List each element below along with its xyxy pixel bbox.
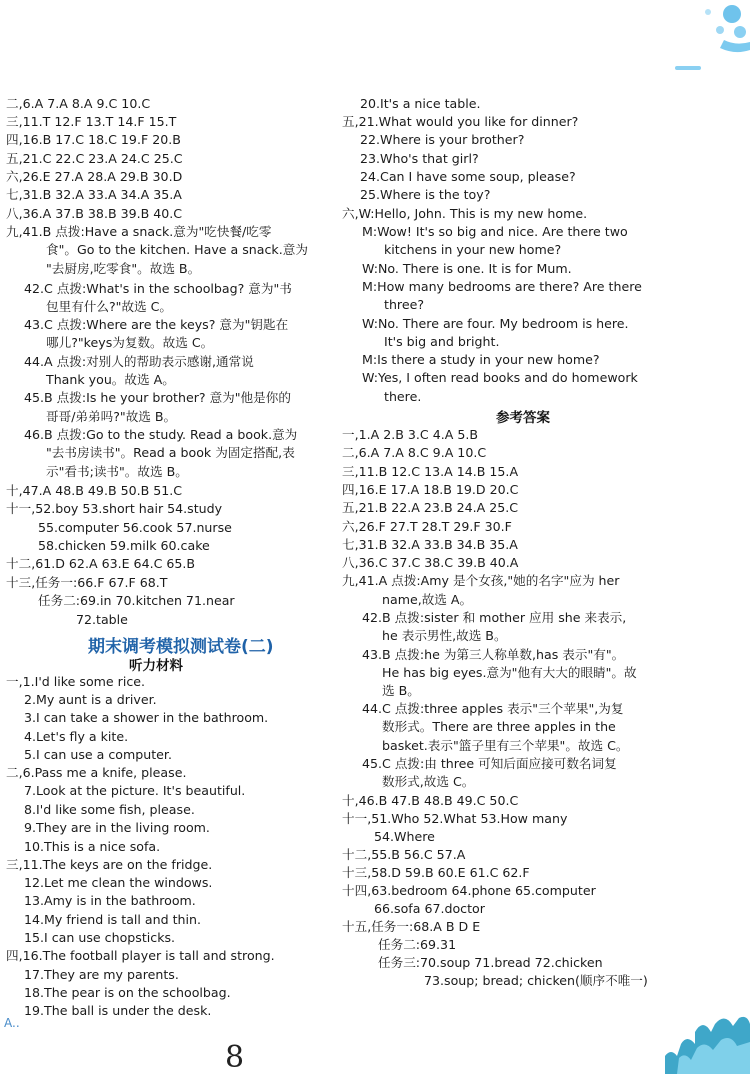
dialogue-line: M:Is there a study in your new home? xyxy=(362,352,600,367)
answer-line: 任务二:69.in 70.kitchen 71.near xyxy=(38,593,235,608)
answer-line: 十四,63.bedroom 64.phone 65.computer xyxy=(342,883,596,898)
dialogue-line: kitchens in your new home? xyxy=(384,242,562,257)
answer-line: "去书房读书"。Read a book 为固定搭配,表 xyxy=(46,445,295,460)
listening-line: 10.This is a nice sofa. xyxy=(24,839,161,854)
answer-line: he 表示男性,故选 B。 xyxy=(382,628,507,643)
listening-line: 3.I can take a shower in the bathroom. xyxy=(24,710,269,725)
dialogue-line: W:No. There are four. My bedroom is here. xyxy=(362,316,629,331)
answer-line: 73.soup; bread; chicken(顺序不唯一) xyxy=(424,973,648,988)
answer-line: 哪儿?"keys为复数。故选 C。 xyxy=(46,335,214,350)
answer-line: 六,26.E 27.A 28.A 29.B 30.D xyxy=(6,169,183,184)
listening-line: 9.They are in the living room. xyxy=(24,820,210,835)
listening-line: 二,6.Pass me a knife, please. xyxy=(6,765,187,780)
answer-line: 42.B 点拨:sister 和 mother 应用 she 来表示, xyxy=(362,610,627,625)
answer-line: 任务二:69.31 xyxy=(378,937,457,952)
splash-decoration-top-right xyxy=(680,0,750,64)
answer-line: 45.B 点拨:Is he your brother? 意为"他是你的 xyxy=(24,390,291,405)
listening-line: 三,11.The keys are on the fridge. xyxy=(6,857,213,872)
listening-line: 25.Where is the toy? xyxy=(360,187,491,202)
answer-line: He has big eyes.意为"他有大大的眼睛"。故 xyxy=(382,665,637,680)
dialogue-line: M:How many bedrooms are there? Are there xyxy=(362,279,642,294)
answer-line: 数形式,故选 C。 xyxy=(382,774,475,789)
answer-line: 八,36.C 37.C 38.C 39.B 40.A xyxy=(342,555,519,570)
answer-line: 十一,52.boy 53.short hair 54.study xyxy=(6,501,223,516)
listening-line: 2.My aunt is a driver. xyxy=(24,692,157,707)
answer-line: 食"。Go to the kitchen. Have a snack.意为 xyxy=(46,242,308,257)
answer-line: 十,46.B 47.B 48.B 49.C 50.C xyxy=(342,793,519,808)
dialogue-line: there. xyxy=(384,389,422,404)
listening-line: 22.Where is your brother? xyxy=(360,132,525,147)
answer-line: 十,47.A 48.B 49.B 50.B 51.C xyxy=(6,483,183,498)
dialogue-line: M:Wow! It's so big and nice. Are there two xyxy=(362,224,628,239)
answer-line: 示"看书;读书"。故选 B。 xyxy=(46,464,188,479)
answer-line: 五,21.B 22.A 23.B 24.A 25.C xyxy=(342,500,519,515)
listening-line: 一,1.I'd like some rice. xyxy=(6,674,146,689)
answer-line: 八,36.A 37.B 38.B 39.B 40.C xyxy=(6,206,183,221)
castle-decoration-bottom-right xyxy=(665,1004,750,1078)
dialogue-line: It's big and bright. xyxy=(384,334,500,349)
bottom-left-mark: A.. xyxy=(4,1016,20,1030)
answer-line: 三,11.T 12.F 13.T 14.F 15.T xyxy=(6,114,177,129)
listening-line: 19.The ball is under the desk. xyxy=(24,1003,212,1018)
answer-line: 哥哥/弟弟吗?"故选 B。 xyxy=(46,409,177,424)
answer-line: Thank you。故选 A。 xyxy=(46,372,175,387)
answer-line: 九,41.B 点拨:Have a snack.意为"吃快餐/吃零 xyxy=(6,224,272,239)
answer-line: "去厨房,吃零食"。故选 B。 xyxy=(46,261,201,276)
answer-line: 43.C 点拨:Where are the keys? 意为"钥匙在 xyxy=(24,317,289,332)
answer-line: 43.B 点拨:he 为第三人称单数,has 表示"有"。 xyxy=(362,647,625,662)
answer-line: 十三,58.D 59.B 60.E 61.C 62.F xyxy=(342,865,530,880)
exam-title: 期末调考模拟测试卷(二) xyxy=(88,637,274,657)
answer-line: 三,11.B 12.C 13.A 14.B 15.A xyxy=(342,464,519,479)
listening-line: 12.Let me clean the windows. xyxy=(24,875,213,890)
answers-title: 参考答案 xyxy=(496,410,550,426)
answer-line: 一,1.A 2.B 3.C 4.A 5.B xyxy=(342,427,478,442)
answer-line: 任务三:70.soup 71.bread 72.chicken xyxy=(378,955,603,970)
listening-line: 4.Let's fly a kite. xyxy=(24,729,129,744)
listening-line: 7.Look at the picture. It's beautiful. xyxy=(24,783,246,798)
answer-line: 45.C 点拨:由 three 可知后面应接可数名词复 xyxy=(362,756,617,771)
answer-line: 44.C 点拨:three apples 表示"三个苹果",为复 xyxy=(362,701,624,716)
answer-line: 54.Where xyxy=(374,829,435,844)
dialogue-line: 六,W:Hello, John. This is my new home. xyxy=(342,206,588,221)
answer-line: 数形式。There are three apples in the xyxy=(382,719,616,734)
listening-line: 四,16.The football player is tall and strong. xyxy=(6,948,275,963)
answer-line: 七,31.B 32.A 33.B 34.B 35.A xyxy=(342,537,518,552)
dialogue-line: W:Yes, I often read books and do homework xyxy=(362,370,638,385)
answer-line: 55.computer 56.cook 57.nurse xyxy=(38,520,232,535)
listening-line: 五,21.What would you like for dinner? xyxy=(342,114,579,129)
answer-line: 选 B。 xyxy=(382,683,420,698)
answer-line: 46.B 点拨:Go to the study. Read a book.意为 xyxy=(24,427,298,442)
answer-line: name,故选 A。 xyxy=(382,592,473,607)
listening-line: 18.The pear is on the schoolbag. xyxy=(24,985,231,1000)
listening-line: 20.It's a nice table. xyxy=(360,96,481,111)
listening-line: 24.Can I have some soup, please? xyxy=(360,169,576,184)
answer-line: 十二,61.D 62.A 63.E 64.C 65.B xyxy=(6,556,196,571)
answer-line: 四,16.B 17.C 18.C 19.F 20.B xyxy=(6,132,181,147)
page-number: 8 xyxy=(225,1040,245,1075)
listening-line: 5.I can use a computer. xyxy=(24,747,172,762)
answer-line: 十五,任务一:68.A B D E xyxy=(342,919,481,934)
answer-line: 72.table xyxy=(76,612,128,627)
answer-line: 十三,任务一:66.F 67.F 68.T xyxy=(6,575,168,590)
listening-line: 13.Amy is in the bathroom. xyxy=(24,893,196,908)
listening-title: 听力材料 xyxy=(129,658,183,674)
answer-line: 二,6.A 7.A 8.A 9.C 10.C xyxy=(6,96,151,111)
answer-line: 66.sofa 67.doctor xyxy=(374,901,485,916)
answer-line: 58.chicken 59.milk 60.cake xyxy=(38,538,210,553)
blue-dash-decoration xyxy=(675,66,701,70)
dialogue-line: three? xyxy=(384,297,425,312)
listening-line: 15.I can use chopsticks. xyxy=(24,930,176,945)
answer-line: 五,21.C 22.C 23.A 24.C 25.C xyxy=(6,151,183,166)
answer-line: 七,31.B 32.A 33.A 34.A 35.A xyxy=(6,187,182,202)
answer-line: 十二,55.B 56.C 57.A xyxy=(342,847,466,862)
listening-line: 17.They are my parents. xyxy=(24,967,179,982)
answer-line: 42.C 点拨:What's in the schoolbag? 意为"书 xyxy=(24,281,292,296)
listening-line: 8.I'd like some fish, please. xyxy=(24,802,195,817)
answer-line: basket.表示"篮子里有三个苹果"。故选 C。 xyxy=(382,738,629,753)
answer-line: 六,26.F 27.T 28.T 29.F 30.F xyxy=(342,519,512,534)
answer-line: 十一,51.Who 52.What 53.How many xyxy=(342,811,568,826)
answer-line: 九,41.A 点拨:Amy 是个女孩,"她的名字"应为 her xyxy=(342,573,620,588)
answer-line: 44.A 点拨:对别人的帮助表示感谢,通常说 xyxy=(24,354,254,369)
listening-line: 14.My friend is tall and thin. xyxy=(24,912,202,927)
answer-line: 二,6.A 7.A 8.C 9.A 10.C xyxy=(342,445,487,460)
listening-line: 23.Who's that girl? xyxy=(360,151,479,166)
dialogue-line: W:No. There is one. It is for Mum. xyxy=(362,261,572,276)
answer-line: 四,16.E 17.A 18.B 19.D 20.C xyxy=(342,482,519,497)
answer-line: 包里有什么?"故选 C。 xyxy=(46,299,173,314)
